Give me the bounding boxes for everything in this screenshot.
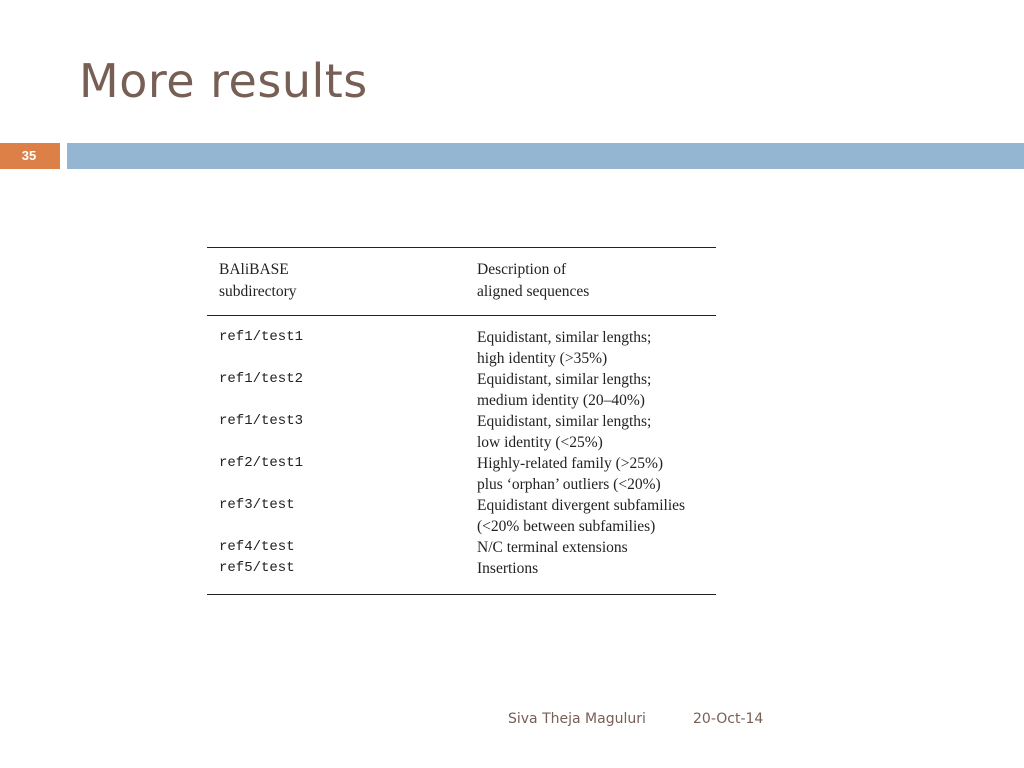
header-accent-bar <box>67 143 1024 169</box>
row-description-line: Equidistant, similar lengths; <box>477 329 652 346</box>
table-header-description <box>477 259 589 303</box>
header-left-line1: BAliBASE <box>219 261 289 278</box>
row-subdirectory: ref1/test2 <box>219 371 304 387</box>
row-description-line: Equidistant, similar lengths; <box>477 371 652 388</box>
header-left-line2: subdirectory <box>219 283 297 300</box>
slide-number: 35 <box>21 148 37 163</box>
row-subdirectory: ref1/test3 <box>219 413 304 429</box>
row-description-line: (<20% between subfamilies) <box>477 518 656 535</box>
row-subdirectory: ref1/test1 <box>219 329 304 345</box>
table-row <box>207 453 716 495</box>
row-description-line: Equidistant divergent subfamilies <box>477 497 686 514</box>
row-subdirectory: ref3/test <box>219 497 295 513</box>
table-header-subdirectory <box>219 259 296 303</box>
row-description-line: Equidistant, similar lengths; <box>477 413 652 430</box>
row-description <box>477 558 716 579</box>
table-row <box>207 537 716 558</box>
row-description <box>477 537 716 558</box>
header-right-line1: Description of <box>477 261 567 278</box>
table-row <box>207 411 716 453</box>
header-right-line2: aligned sequences <box>477 283 590 300</box>
table-body <box>207 327 716 579</box>
row-description-line: medium identity (20–40%) <box>477 392 645 409</box>
row-description <box>477 411 716 453</box>
table-bottom-rule <box>207 594 716 595</box>
row-description-line: low identity (<25%) <box>477 434 603 451</box>
row-subdirectory: ref2/test1 <box>219 455 304 471</box>
table-row <box>207 369 716 411</box>
row-description <box>477 327 716 369</box>
row-description <box>477 369 716 411</box>
slide-number-badge <box>0 143 60 169</box>
row-description-line: plus ‘orphan’ outliers (<20%) <box>477 476 661 493</box>
table-top-rule <box>207 247 716 248</box>
footer-date: 20-Oct-14 <box>693 711 764 727</box>
row-description <box>477 453 716 495</box>
footer-author: Siva Theja Maguluri <box>508 711 646 727</box>
row-description-line: Highly-related family (>25%) <box>477 455 664 472</box>
table-row <box>207 327 716 369</box>
table-row <box>207 558 716 579</box>
row-subdirectory: ref5/test <box>219 560 295 576</box>
row-description-line: Insertions <box>477 560 539 577</box>
row-subdirectory: ref4/test <box>219 539 295 555</box>
row-description <box>477 495 716 537</box>
row-description-line: high identity (>35%) <box>477 350 608 367</box>
row-description-line: N/C terminal extensions <box>477 539 628 556</box>
table-header-rule <box>207 315 716 316</box>
slide-title: More results <box>79 54 368 108</box>
table-row <box>207 495 716 537</box>
